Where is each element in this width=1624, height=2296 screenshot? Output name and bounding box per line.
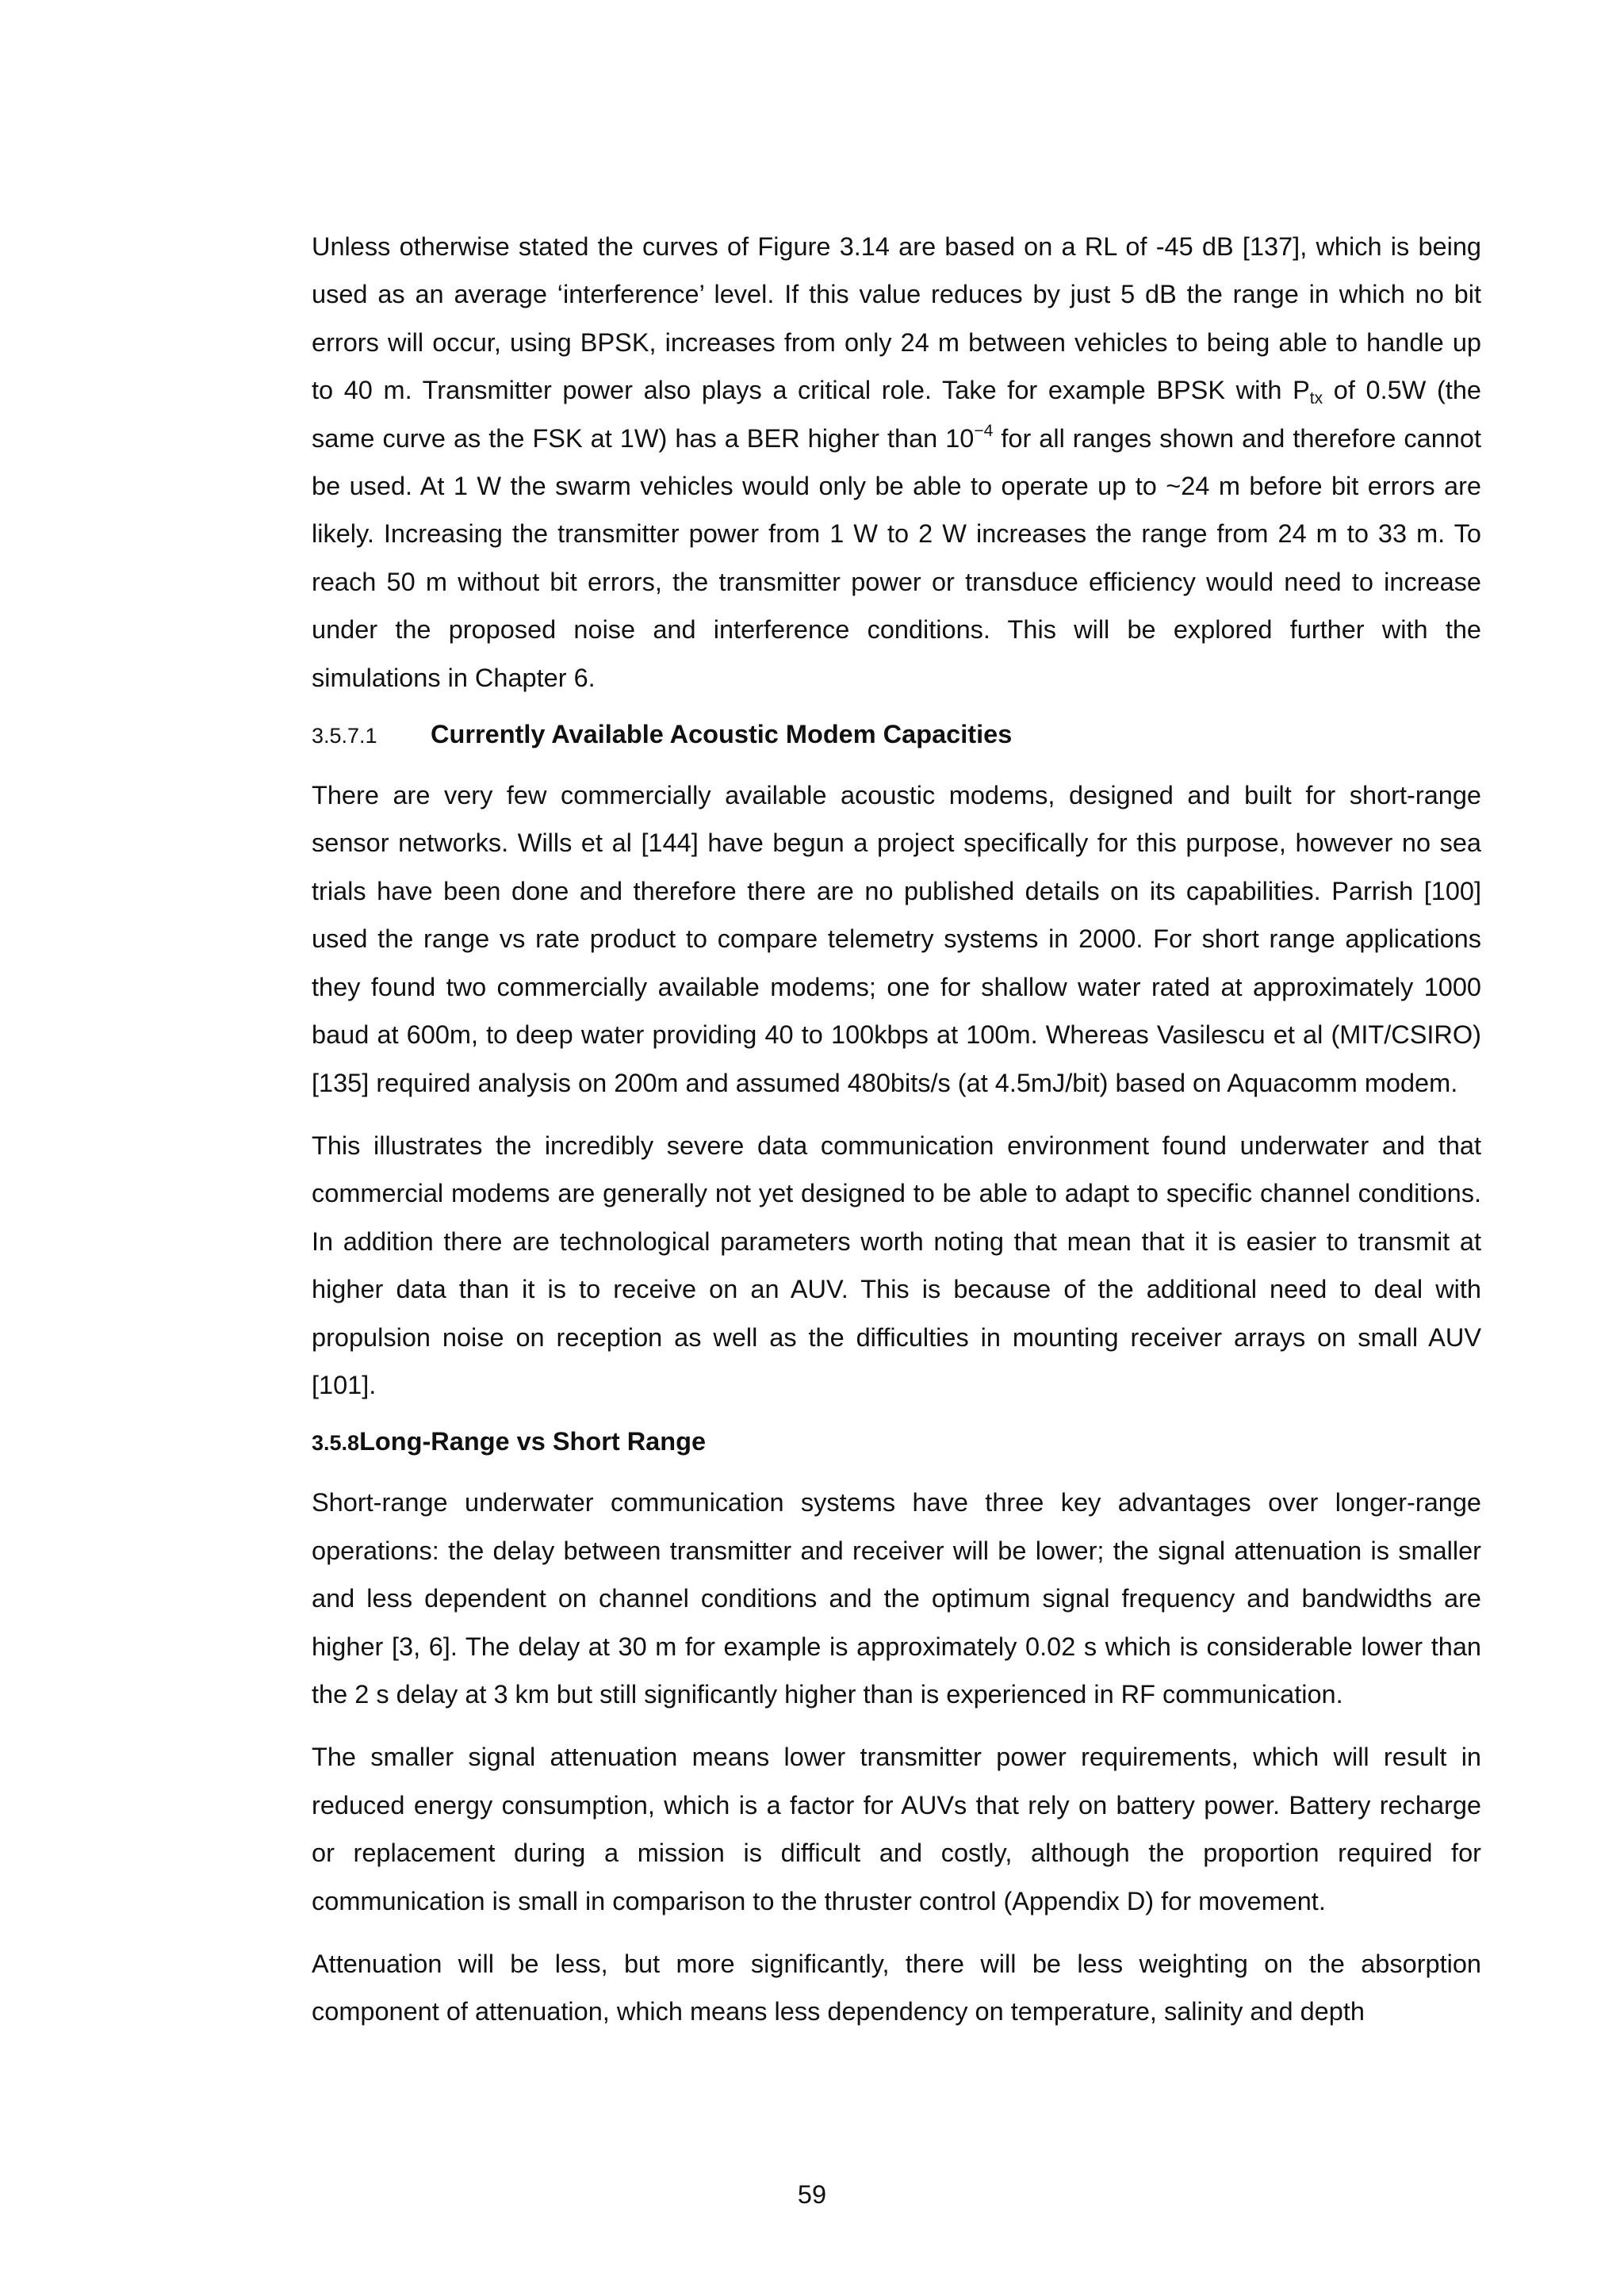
page-number: 59 [797, 2180, 827, 2209]
paragraph-signal-attenuation: The smaller signal attenuation means lower transmitter power requirements, which will result in reduced energy consumption, which is a factor for AUVs that rely on battery power. Battery recharge or replacement during a mission is difficult and costly, although the proportion required for communication is small in comparison to the thruster control (Appendix D) for movement. [312, 1743, 1481, 1915]
paragraph-text: for all ranges shown and therefore cannot be used. At 1 W the swarm vehicles would only be able to operate up to ~24 m before bit errors are likely. Increasing the transmitter power from 1 W to 2 W increases the range from 24 m to 33 m. To reach 50 m without bit errors, the transmitter power or transduce efficiency would need to increase under the proposed noise and interference conditions. This will be explored further with the simulations in Chapter 6. [312, 423, 1481, 692]
paragraph-text: Unless otherwise stated the curves of Figure 3.14 are based on a RL of -45 dB [137], which is being used as an average ‘interference’ level. If this value reduces by just 5 dB the range in which no bit errors will occur, using BPSK, increases from only 24 m between vehicles to being able to handle up to 40 m. Transmitter power also plays a critical role. Take for example BPSK with P [312, 232, 1481, 405]
subscript-tx: tx [1309, 389, 1323, 408]
page-content [312, 223, 1481, 2051]
paragraph-rl-interference [312, 223, 1481, 702]
section-number: 3.5.8 [312, 1431, 360, 1456]
paragraph-text: of 0.5W (the same curve as the FSK at 1W) has a BER higher than 10 [312, 376, 1481, 453]
paragraph-communication-environment: This illustrates the incredibly severe data communication environment found underwater and that commercial modems are generally not yet designed to be able to adapt to specific channel conditions. In addition there are technological parameters worth noting that mean that it is easier to transmit at higher data than it is to receive on an AUV. This is because of the additional need to deal with propulsion noise on reception as well as the difficulties in mounting receiver arrays on small AUV [101]. [312, 1131, 1481, 1399]
paragraph-short-range-advantages: Short-range underwater communication systems have three key advantages over longer-range operations: the delay between transmitter and receiver will be lower; the signal attenuation is smaller and less dependent on channel conditions and the optimum signal frequency and bandwidths are higher [3, 6]. The delay at 30 m for example is approximately 0.02 s which is considerable lower than the 2 s delay at 3 km but still significantly higher than is experienced in RF communication. [312, 1488, 1481, 1709]
section-heading-358 [312, 1418, 1481, 1467]
section-title: Long-Range vs Short Range [359, 1427, 707, 1456]
section-number: 3.5.7.1 [312, 724, 377, 748]
section-heading-3571 [312, 710, 1481, 760]
superscript-exponent: −4 [974, 421, 994, 440]
section-title: Currently Available Acoustic Modem Capacities [431, 720, 1013, 749]
paragraph-absorption: Attenuation will be less, but more significantly, there will be less weighting on the absorption component of attenuation, which means less dependency on temperature, salinity and depth [312, 1950, 1481, 2026]
paragraph-modem-capacities: There are very few commercially available acoustic modems, designed and built for short-range sensor networks. Wills et al [144] have begun a project specifically for this purpose, however no sea trials have been done and therefore there are no published details on its capabilities. Parrish [100] used the range vs rate product to compare telemetry systems in 2000. For short range applications they found two commercially available modems; one for shallow water rated at approximately 1000 baud at 600m, to deep water providing 40 to 100kbps at 100m. Whereas Vasilescu et al (MIT/CSIRO) [135] required analysis on 200m and assumed 480bits/s (at 4.5mJ/bit) based on Aquacomm modem. [312, 781, 1481, 1097]
